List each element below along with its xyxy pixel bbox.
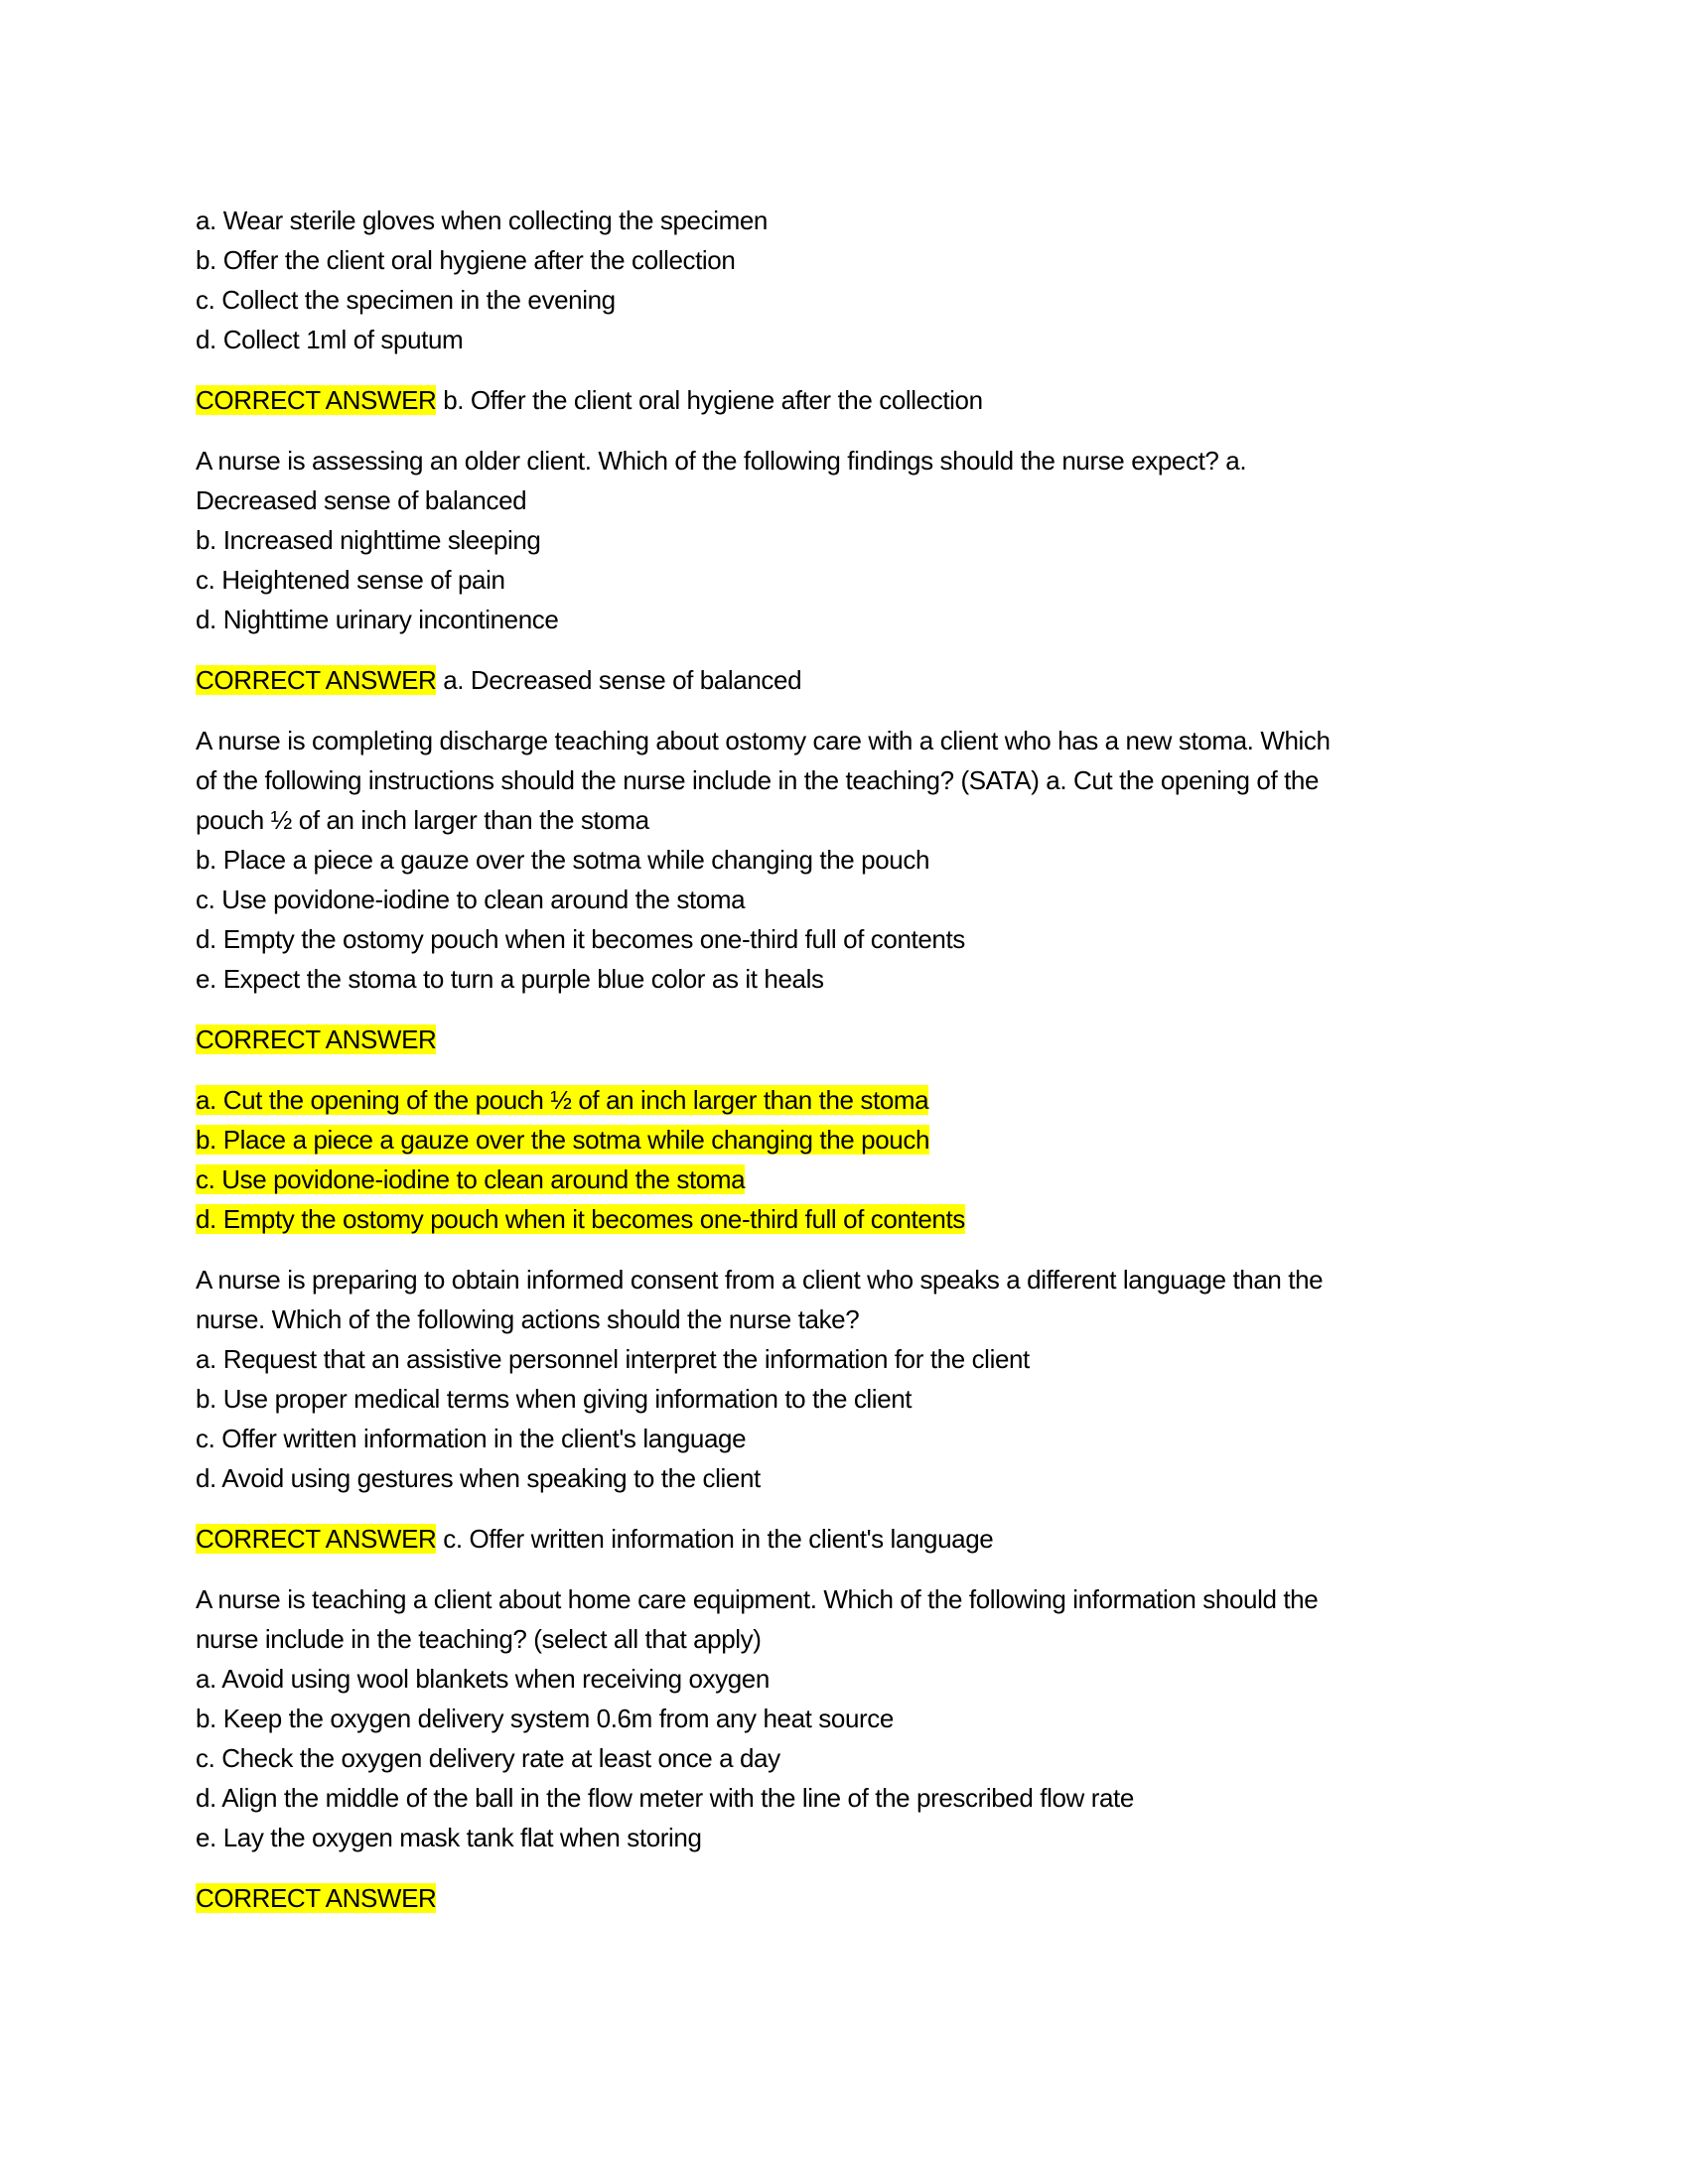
text-line: c. Heightened sense of pain	[196, 565, 505, 595]
line	[196, 1659, 1506, 1699]
text-line: c. Collect the specimen in the evening	[196, 285, 616, 315]
text-line: a. Avoid using wool blankets when receiving oxygen	[196, 1664, 770, 1694]
text-line: c. Use povidone-iodine to clean around the stoma	[196, 1164, 746, 1194]
text-line: b. Keep the oxygen delivery system 0.6m from any heat source	[196, 1704, 894, 1733]
correct-answer-paragraph	[196, 380, 1506, 420]
answer-line	[196, 1878, 1506, 1918]
line	[196, 1080, 1506, 1120]
answer-line	[196, 660, 1506, 700]
correct-answer-label: CORRECT ANSWER	[196, 1883, 437, 1913]
correct-answer-label: CORRECT ANSWER	[196, 1024, 437, 1054]
correct-answer-label: CORRECT ANSWER	[196, 385, 437, 415]
text-line: a. Cut the opening of the pouch ½ of an inch larger than the stoma	[196, 1085, 929, 1115]
line	[196, 760, 1506, 800]
question-text: A nurse is assessing an older client. Which of the following findings should the nurse expect? a.	[196, 446, 1247, 476]
line	[196, 320, 1506, 359]
text-line: c. Offer written information in the client's language	[196, 1424, 747, 1453]
line	[196, 1778, 1506, 1818]
correct-answer-label: CORRECT ANSWER	[196, 1524, 437, 1554]
text-line: c. Use povidone-iodine to clean around the stoma	[196, 885, 746, 914]
text-line: d. Nighttime urinary incontinence	[196, 605, 559, 634]
line	[196, 840, 1506, 880]
line	[196, 441, 1506, 480]
question-paragraph	[196, 1579, 1506, 1857]
text-line: a. Request that an assistive personnel interpret the information for the client	[196, 1344, 1030, 1374]
text-line: Decreased sense of balanced	[196, 485, 527, 515]
text-line: b. Use proper medical terms when giving information to the client	[196, 1384, 913, 1414]
options-list	[196, 201, 1506, 359]
line	[196, 560, 1506, 600]
text-line: b. Place a piece a gauze over the sotma while changing the pouch	[196, 845, 930, 875]
text-line: b. Offer the client oral hygiene after the collection	[196, 245, 736, 275]
line	[196, 600, 1506, 639]
answer-line	[196, 380, 1506, 420]
question-text: A nurse is preparing to obtain informed consent from a client who speaks a different language than the	[196, 1265, 1324, 1295]
text-line: pouch ½ of an inch larger than the stoma	[196, 805, 649, 835]
line	[196, 721, 1506, 760]
line	[196, 1818, 1506, 1857]
line	[196, 1579, 1506, 1619]
question-paragraph	[196, 1260, 1506, 1498]
line	[196, 201, 1506, 240]
highlighted-answers	[196, 1080, 1506, 1239]
text-line: of the following instructions should the nurse include in the teaching? (SATA) a. Cut the opening of the	[196, 765, 1320, 795]
question-paragraph	[196, 441, 1506, 639]
answer-text: b. Offer the client oral hygiene after the collection	[436, 385, 983, 415]
correct-answer-paragraph	[196, 1878, 1506, 1918]
question-text: A nurse is teaching a client about home care equipment. Which of the following information should the	[196, 1584, 1319, 1614]
line	[196, 1379, 1506, 1419]
line	[196, 240, 1506, 280]
question-paragraph	[196, 721, 1506, 999]
answer-text: c. Offer written information in the client's language	[436, 1524, 994, 1554]
text-line: nurse include in the teaching? (select all that apply)	[196, 1624, 762, 1654]
line	[196, 1458, 1506, 1498]
answer-line	[196, 1020, 1506, 1059]
line	[196, 959, 1506, 999]
text-line: a. Wear sterile gloves when collecting the specimen	[196, 205, 768, 235]
line	[196, 1260, 1506, 1299]
text-line: nurse. Which of the following actions should the nurse take?	[196, 1304, 860, 1334]
line	[196, 280, 1506, 320]
text-line: d. Collect 1ml of sputum	[196, 325, 464, 354]
answer-line	[196, 1519, 1506, 1559]
text-line: c. Check the oxygen delivery rate at least once a day	[196, 1743, 780, 1773]
line	[196, 480, 1506, 520]
text-line: d. Empty the ostomy pouch when it becomes one-third full of contents	[196, 924, 965, 954]
line	[196, 1199, 1506, 1239]
line	[196, 1339, 1506, 1379]
text-line: d. Align the middle of the ball in the flow meter with the line of the prescribed flow rate	[196, 1783, 1134, 1813]
document-page	[196, 201, 1506, 1939]
line	[196, 1619, 1506, 1659]
text-line: b. Increased nighttime sleeping	[196, 525, 541, 555]
line	[196, 1160, 1506, 1199]
line	[196, 919, 1506, 959]
correct-answer-paragraph	[196, 660, 1506, 700]
text-line: b. Place a piece a gauze over the sotma while changing the pouch	[196, 1125, 930, 1155]
line	[196, 520, 1506, 560]
answer-text: a. Decreased sense of balanced	[436, 665, 802, 695]
line	[196, 880, 1506, 919]
text-line: e. Lay the oxygen mask tank flat when storing	[196, 1823, 702, 1852]
text-line: d. Avoid using gestures when speaking to the client	[196, 1463, 761, 1493]
correct-answer-paragraph	[196, 1519, 1506, 1559]
correct-answer-label: CORRECT ANSWER	[196, 665, 437, 695]
text-line: d. Empty the ostomy pouch when it becomes one-third full of contents	[196, 1204, 965, 1234]
question-text: A nurse is completing discharge teaching about ostomy care with a client who has a new stoma. Which	[196, 726, 1331, 755]
line	[196, 1738, 1506, 1778]
line	[196, 1120, 1506, 1160]
line	[196, 800, 1506, 840]
text-line: e. Expect the stoma to turn a purple blue color as it heals	[196, 964, 824, 994]
correct-answer-paragraph	[196, 1020, 1506, 1059]
line	[196, 1419, 1506, 1458]
line	[196, 1699, 1506, 1738]
line	[196, 1299, 1506, 1339]
